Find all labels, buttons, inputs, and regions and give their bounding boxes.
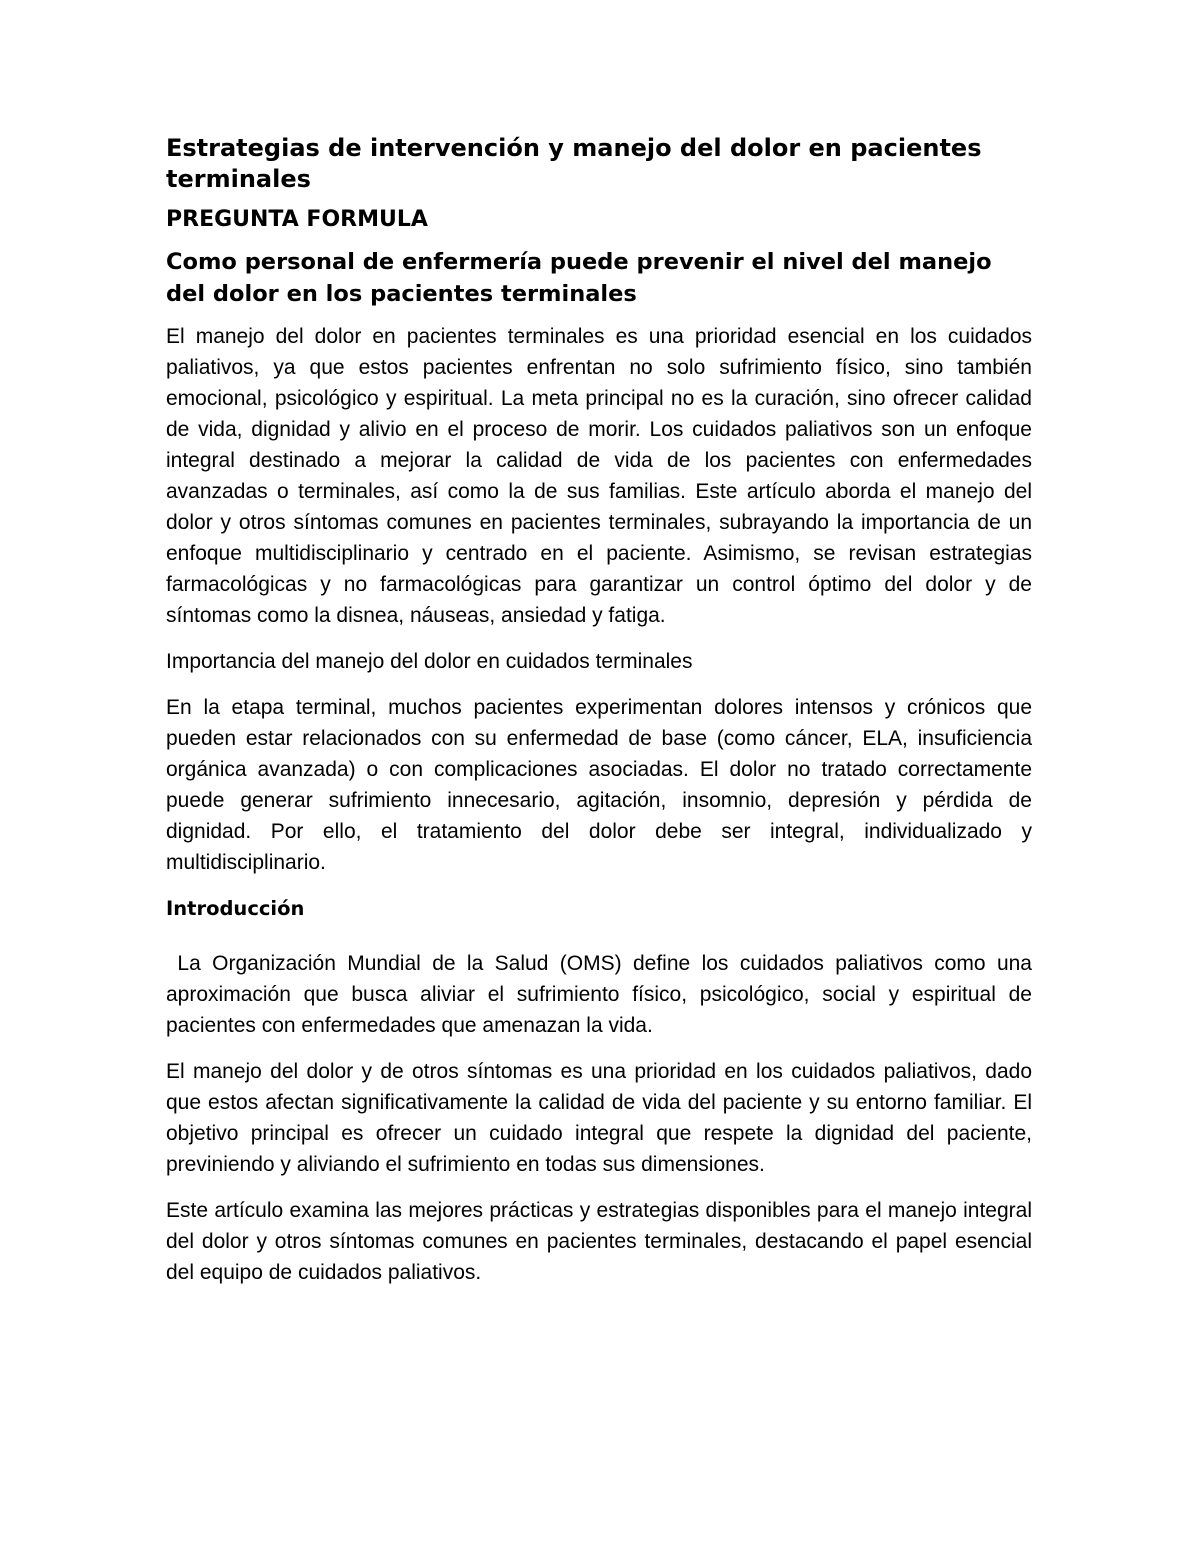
paragraph-2: En la etapa terminal, muchos pacientes experimentan dolores intensos y crónicos que pueden estar relacionados con su enfermedad de base (como cáncer, ELA, insuficiencia orgánica avanzada) o con complicaciones asociadas. El dolor no tratado correctamente puede generar sufrimiento innecesario, agitación, insomnio, depresión y pérdida de dignidad. Por ello, el tratamiento del dolor debe ser integral, individualizado y multidisciplinario. (166, 696, 1032, 874)
subtitle-importance: Importancia del manejo del dolor en cuidados terminales (166, 650, 693, 673)
document-page (166, 133, 1038, 1303)
research-question: Como personal de enfermería puede prevenir el nivel del manejo del dolor en los pacientes terminales (166, 249, 992, 307)
paragraph-4: El manejo del dolor y de otros síntomas es una prioridad en los cuidados paliativos, dado que estos afectan significativamente la calidad de vida del paciente y su entorno familiar. El objetivo principal es ofrecer un cuidado integral que respete la dignidad del paciente, previniendo y aliviando el sufrimiento en todas sus dimensiones. (166, 1060, 1032, 1176)
paragraph-3: La Organización Mundial de la Salud (OMS) define los cuidados paliativos como una aproximación que busca aliviar el sufrimiento físico, psicológico, social y espiritual de pacientes con enfermedades que amenazan la vida. (166, 952, 1038, 1037)
document-title: Estrategias de intervención y manejo del dolor en pacientes terminales (166, 134, 982, 193)
section-introduccion: Introducción (166, 897, 305, 920)
paragraph-5: Este artículo examina las mejores prácticas y estrategias disponibles para el manejo integral del dolor y otros síntomas comunes en pacientes terminales, destacando el papel esencial del equipo de cuidados paliativos. (166, 1199, 1032, 1284)
pregunta-label: PREGUNTA FORMULA (166, 207, 428, 232)
paragraph-1: El manejo del dolor en pacientes terminales es una prioridad esencial en los cuidados paliativos, ya que estos pacientes enfrentan no solo sufrimiento físico, sino también emocional, psicológico y espiritual. La meta principal no es la curación, sino ofrecer calidad de vida, dignidad y alivio en el proceso de morir. Los cuidados paliativos son un enfoque integral destinado a mejorar la calidad de vida de los pacientes con enfermedades avanzadas o terminales, así como la de sus familias. Este artículo aborda el manejo del dolor y otros síntomas comunes en pacientes terminales, subrayando la importancia de un enfoque multidisciplinario y centrado en el paciente. Asimismo, se revisan estrategias farmacológicas y no farmacológicas para garantizar un control óptimo del dolor y de síntomas como la disnea, náuseas, ansiedad y fatiga. (166, 325, 1032, 627)
